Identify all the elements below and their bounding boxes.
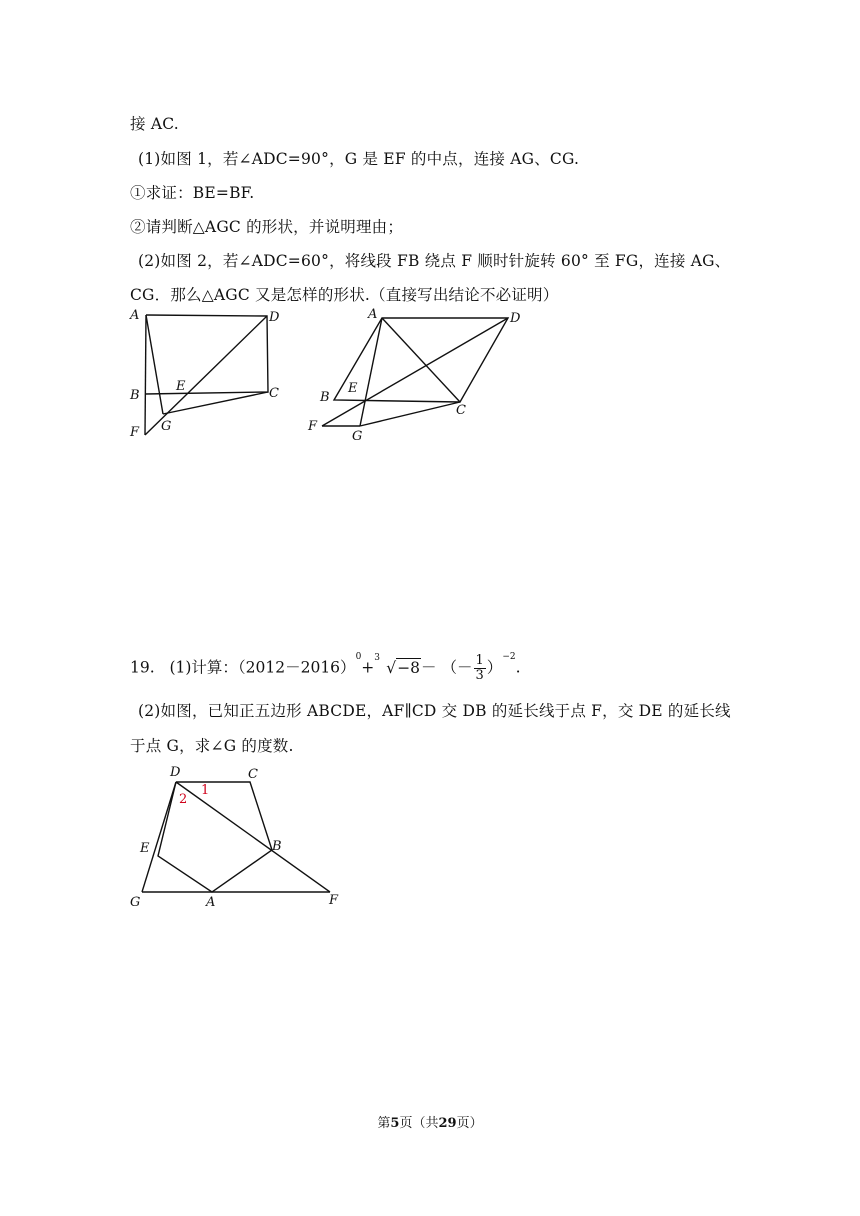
label-C: C xyxy=(248,767,258,782)
figure-3 xyxy=(126,760,356,908)
label-F: F xyxy=(308,419,318,434)
text-line: (2)如图，已知正五边形 ABCDE，AF∥CD 交 DB 的延长线于点 F，交 DE 的延长线 xyxy=(138,702,731,720)
text-line: (1)如图 1，若∠ADC=90°，G 是 EF 的中点，连接 AG、CG. xyxy=(138,150,580,168)
fraction xyxy=(474,654,486,683)
text-line: 接 AC. xyxy=(130,115,179,133)
label-A: A xyxy=(206,895,216,908)
label-C: C xyxy=(269,386,279,401)
label-C: C xyxy=(456,403,466,418)
label-B: B xyxy=(320,390,330,405)
radicand: −8 xyxy=(397,658,421,677)
minus-sign: － xyxy=(421,658,437,677)
radical-icon: √ xyxy=(386,658,397,677)
label-A: A xyxy=(130,308,140,323)
left-paren: （－ xyxy=(441,658,473,677)
cube-root xyxy=(374,652,421,677)
footer-pre: 第 xyxy=(377,1116,391,1131)
root-index: 3 xyxy=(374,652,381,663)
footer-post: 页） xyxy=(456,1116,483,1131)
label-A: A xyxy=(368,307,378,322)
right-paren: ） xyxy=(486,658,503,677)
problem-19-line1 xyxy=(130,654,521,683)
label-D: D xyxy=(170,765,181,780)
problem-number: 19. xyxy=(130,658,155,677)
exponent-neg-two: −2 xyxy=(502,652,516,662)
label-E: E xyxy=(176,379,186,394)
text-line: CG．那么△AGC 又是怎样的形状.（直接写出结论不必证明） xyxy=(130,286,559,304)
plus-sign: + xyxy=(361,658,375,677)
text-line: 于点 G，求∠G 的度数. xyxy=(130,737,294,755)
figure-2 xyxy=(302,304,528,444)
period: . xyxy=(515,658,521,677)
footer-mid: 页（共 xyxy=(399,1116,439,1131)
label-D: D xyxy=(510,311,521,326)
fraction-denominator: 3 xyxy=(475,668,484,683)
paren-expression: （2012－2016） xyxy=(237,658,356,677)
label-angle-1: 1 xyxy=(201,783,210,798)
page-footer xyxy=(0,1112,860,1131)
label-F: F xyxy=(329,893,339,908)
label-B: B xyxy=(130,388,140,403)
label-D: D xyxy=(269,310,280,325)
footer-page-number: 5 xyxy=(390,1116,400,1131)
text-line: ②请判断△AGC 的形状，并说明理由； xyxy=(130,218,404,236)
figure-1 xyxy=(126,304,286,444)
label-E: E xyxy=(348,381,358,396)
exponent-zero: 0 xyxy=(355,652,362,662)
label-B: B xyxy=(272,839,282,854)
text-line: ①求证：BE=BF. xyxy=(130,184,255,202)
label-G: G xyxy=(352,429,363,444)
text-line: (2)如图 2，若∠ADC=60°，将线段 FB 绕点 F 顺时针旋转 60° 至 FG，连接 AG、 xyxy=(138,252,731,270)
part1-prefix: (1)计算： xyxy=(169,658,238,677)
label-F: F xyxy=(130,425,140,440)
footer-total-pages: 29 xyxy=(438,1116,457,1131)
label-G: G xyxy=(161,419,172,434)
label-E: E xyxy=(140,841,150,856)
fraction-numerator: 1 xyxy=(475,653,484,668)
label-G: G xyxy=(130,895,141,908)
label-angle-2: 2 xyxy=(179,792,188,807)
